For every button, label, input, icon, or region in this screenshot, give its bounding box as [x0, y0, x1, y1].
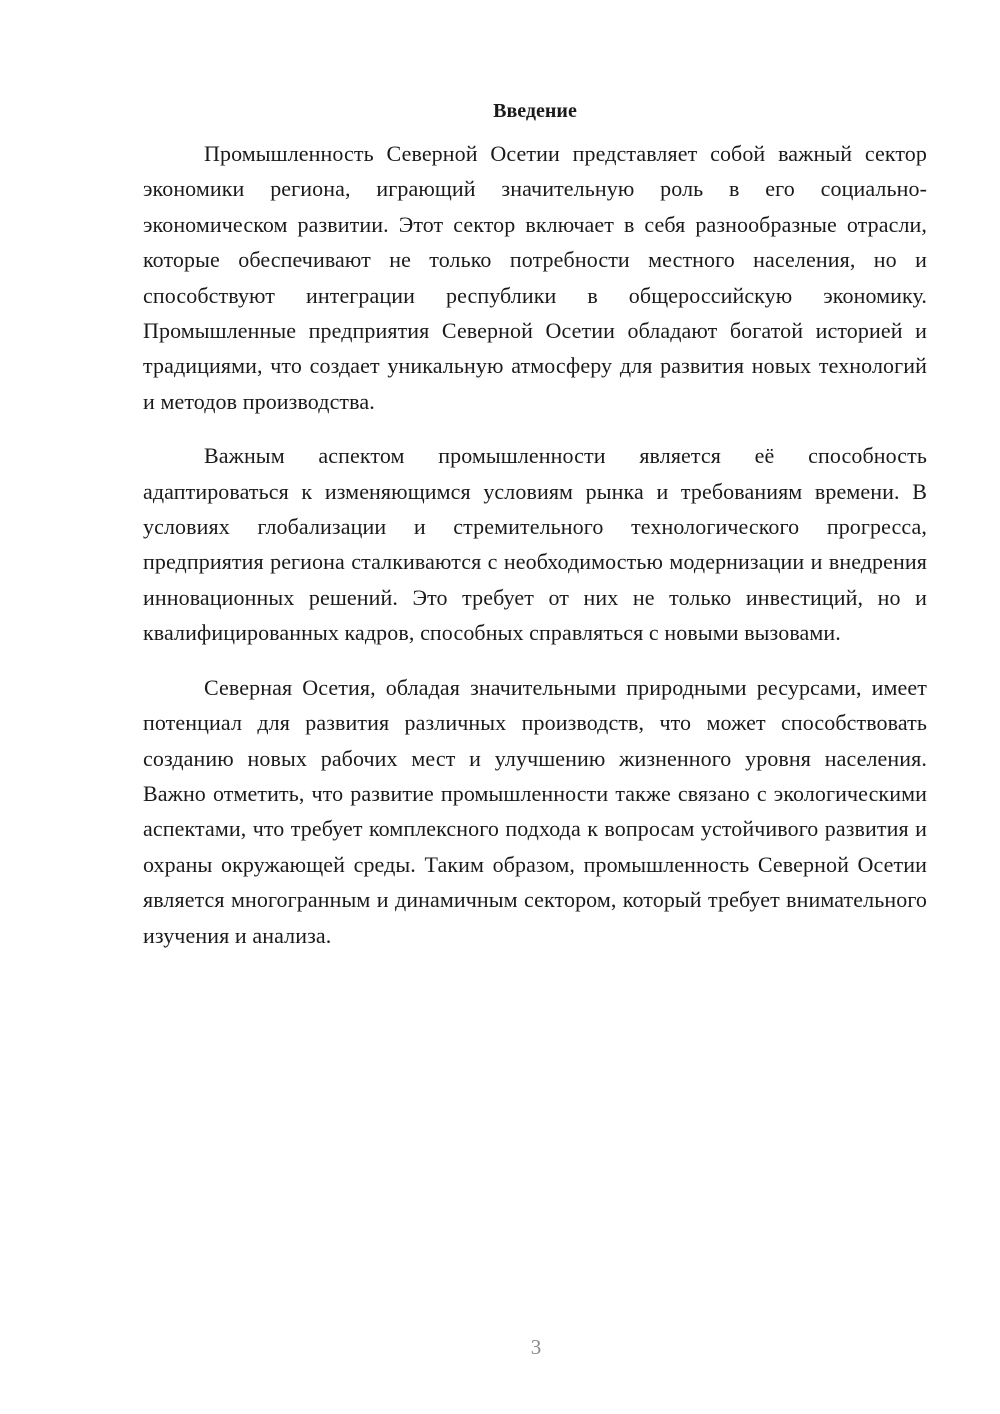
- page-content: [143, 96, 927, 953]
- paragraph-1: Промышленность Северной Осетии представляет собой важный сектор экономики региона, играющий значительную роль в его социально-экономическом развитии. Этот сектор включает в себя разнообразные отрасли, которые обеспечивают не только потребности местного населения, но и способствуют интеграции республики в общероссийскую экономику. Промышленные предприятия Северной Осетии обладают богатой историей и традициями, что создает уникальную атмосферу для развития новых технологий и методов производства.: [143, 141, 927, 414]
- paragraph-2: Важным аспектом промышленности является её способность адаптироваться к изменяющимся условиям рынка и требованиям времени. В условиях глобализации и стремительного технологического прогресса, предприятия региона сталкиваются с необходимостью модернизации и внедрения инновационных решений. Это требует от них не только инвестиций, но и квалифицированных кадров, способных справляться с новыми вызовами.: [143, 443, 927, 646]
- page-number: 3: [530, 1335, 542, 1359]
- paragraph-3: Северная Осетия, обладая значительными природными ресурсами, имеет потенциал для развития различных производств, что может способствовать созданию новых рабочих мест и улучшению жизненного уровня населения. Важно отметить, что развитие промышленности также связано с экологическими аспектами, что требует комплексного подхода к вопросам устойчивого развития и охраны окружающей среды. Таким образом, промышленность Северной Осетии является многогранным и динамичным сектором, который требует внимательного изучения и анализа.: [143, 674, 927, 948]
- section-heading: Введение: [493, 100, 577, 122]
